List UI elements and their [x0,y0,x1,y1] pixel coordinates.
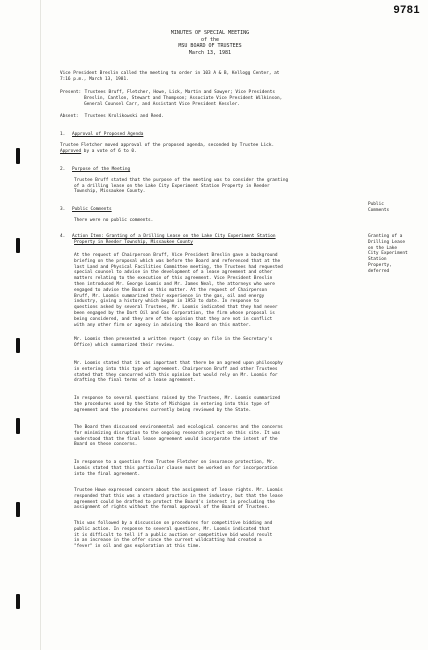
text-line: by a vote of 6 to 0. [81,148,137,154]
text-line: engaged to advise the Board on this matter. At the request of Chairperson [74,287,267,293]
approved-text: Approved [60,148,82,154]
paragraph [60,361,364,384]
margin-note-line: Drilling Lease [368,239,406,245]
text-line: In response to a question from Trustee Fletcher on insurance protection, Mr. [74,460,275,465]
intro-paragraph [60,71,364,83]
text-line: Mr. Loomis then presented a written report (copy on file in the Secretary's [74,337,273,342]
text-line: responded that this was a standard practice in the industry, but that the lease [74,493,283,499]
item-title: Property in Reeder Township, Missaukee County [74,239,193,245]
text-line: public action. In response to several questions, Mr. Loomis indicated that [74,526,270,532]
text-line: with any other firm or agency in advising the Board on this matter. [74,322,252,328]
minutes-header [60,30,360,56]
header-board: MSU BOARD OF TRUSTEES [178,43,242,50]
present-block [60,90,364,107]
text-line: last Land and Physical Facilities Committee meeting, the Trustees had requested [74,264,283,270]
text-line: Office) which summarized their review. [74,342,175,348]
item-title: Action Item: Granting of a Drilling Lease on the Lake City Experiment Station [72,234,276,239]
text-line: in entering into this type of agreement. Chairperson Bruff and other Trustees [74,366,278,372]
present-label: Present: [60,90,82,95]
binder-hole-mark [16,238,20,253]
page-fold [40,0,41,650]
text-line: Trustees Krolikowski and Reed. [84,114,164,119]
text-line: Mr. Loomis stated that it was important that there be an agreed upon philosophy [74,361,283,366]
agenda-item-1 [60,132,364,154]
text-line: understood that the final lease agreement would incorporate the intent of the [74,436,278,442]
margin-note-line: Public [368,202,384,207]
text-line: special counsel to advise in the development of a lease agreement and other [74,270,273,276]
text-line: Board on these concerns. [74,442,138,448]
text-line: Trustee Bruff stated that the purpose of the meeting was to consider the granting [74,177,289,183]
text-line: the procedures used by the State of Michigan in entering into this type of [74,401,270,407]
item-number: 2. [60,167,66,172]
text-line: Breslin, Cantlon, Stewart and Thompson; Associate Vice President Wilkinson, [84,95,283,101]
text-line: matters relating to the execution of this agreement. Vice President Breslin [74,276,273,282]
text-line: of a drilling lease on the Lake City Experiment Station Property in Reeder [74,183,270,189]
text-line: In response to several questions raised by the Trustees, Mr. Loomis summarized [74,396,281,401]
item-number: 1. [60,132,66,137]
header-title: MINUTES OF SPECIAL MEETING [170,30,250,36]
item-number: 4. [60,234,66,239]
margin-note-line: deferred [368,268,390,274]
text-line: There were no public comments. [74,217,154,223]
text-line: assignment of rights without the formal approval of the Board of Trustees. [74,505,270,511]
agenda-item-2 [60,167,364,195]
text-line: then introduced Mr. George Loomis and Mr. James Neal, the attorneys who were [74,281,275,287]
item-number: 3. [60,207,66,212]
item-title: Purpose of the Meeting [72,167,131,172]
text-line: being considered, and they are of the opinion that they are not in conflict [74,316,273,322]
page-number: 9781 [393,4,420,16]
item-title: Approval of Proposed Agenda [72,132,144,137]
text-line: it is difficult to tell if a public auction or competitive bid would result [74,532,273,538]
text-line: "fever" in oil and gas exploration at this time. [74,544,201,550]
paragraph [60,425,364,448]
binder-hole-mark [16,594,20,609]
text-line: This was followed by a discussion on procedures for competitive bidding and [74,521,273,526]
text-line: General Counsel Carr, and Assistant Vice President Kessler. [84,101,240,107]
binder-hole-mark [16,502,20,517]
paragraph [60,253,364,328]
paragraph [60,337,364,349]
margin-note-drilling-lease [368,234,420,275]
absent-block [60,114,364,120]
text-line: drafting the final terms of a lease agreement. [74,378,196,384]
header-date: March 13, 1981 [188,49,232,56]
margin-note-line: Property, [368,262,392,268]
agenda-item-4-title [60,234,364,246]
text-line: Township, Missaukee County. [74,189,146,195]
binder-hole-mark [16,338,20,353]
text-line: Trustees Bruff, Fletcher, Howe, Lick, Martin and Sawyer; Vice Presidents [84,90,275,95]
margin-note-public-comments [368,202,420,214]
text-line: Trustee Fletcher moved approval of the proposed agenda, seconded by Trustee Lick. [60,142,275,148]
margin-note-line: City Experiment [368,251,408,257]
text-line: into the final agreement. [74,471,141,477]
text-line: Vice President Breslin called the meeting to order in 103 A & B, Kellogg Center, at [60,71,280,76]
text-line: stated that they concurred with this opinion but would rely on Mr. Loomis for [74,372,278,378]
text-line: in an increase in the offer since the current wildcatting had created a [74,538,262,544]
paragraph [60,460,364,477]
text-line: 7:16 p.m., March 13, 1981. [60,76,129,82]
text-line: Trustee Howe expressed concern about the assignment of lease rights. Mr. Loomis [74,488,283,493]
paragraph [60,396,364,413]
paragraph [60,488,364,511]
header-of: of the [200,36,220,43]
text-line: been engaged by the Dart Oil and Gas Corporation, the firm whose proposal is [74,310,275,316]
text-line: for minimizing disruption to the ongoing research project on this site. It was [74,430,281,436]
margin-note-line: on the Lake [368,245,398,251]
text-line: briefing on the proposal which was before the Board and referenced that at the [74,258,281,264]
text-line: The Board then discussed environmental and ecological concerns and the concerns [74,425,283,430]
margin-note-line: Granting of a [368,234,403,239]
text-line: agreement and the procedures currently being reviewed by the State. [74,407,252,413]
paragraph [60,521,364,550]
margin-note-line: Comments [368,207,390,213]
text-line: Bruff, Mr. Loomis summarized their experience in the gas, oil and energy [74,293,265,299]
item-title: Public Comments [72,207,112,212]
text-line: questions asked by several Trustees, Mr. Loomis indicated that they had never [74,305,278,311]
text-line: At the request of Chairperson Bruff, Vice President Breslin gave a background [74,253,278,258]
agenda-item-3 [60,207,364,224]
binder-hole-mark [16,418,20,434]
absent-label: Absent: [60,114,79,119]
text-line: Loomis stated that this particular clause must be worked on for incorporation [74,465,278,471]
margin-note-line: Station [368,257,387,263]
text-line: agreement could be drafted to protect the Board's interest in precluding the [74,499,275,505]
binder-hole-mark [16,148,20,164]
text-line: industry, giving a history which began in 1953 to date. In response to [74,299,260,305]
